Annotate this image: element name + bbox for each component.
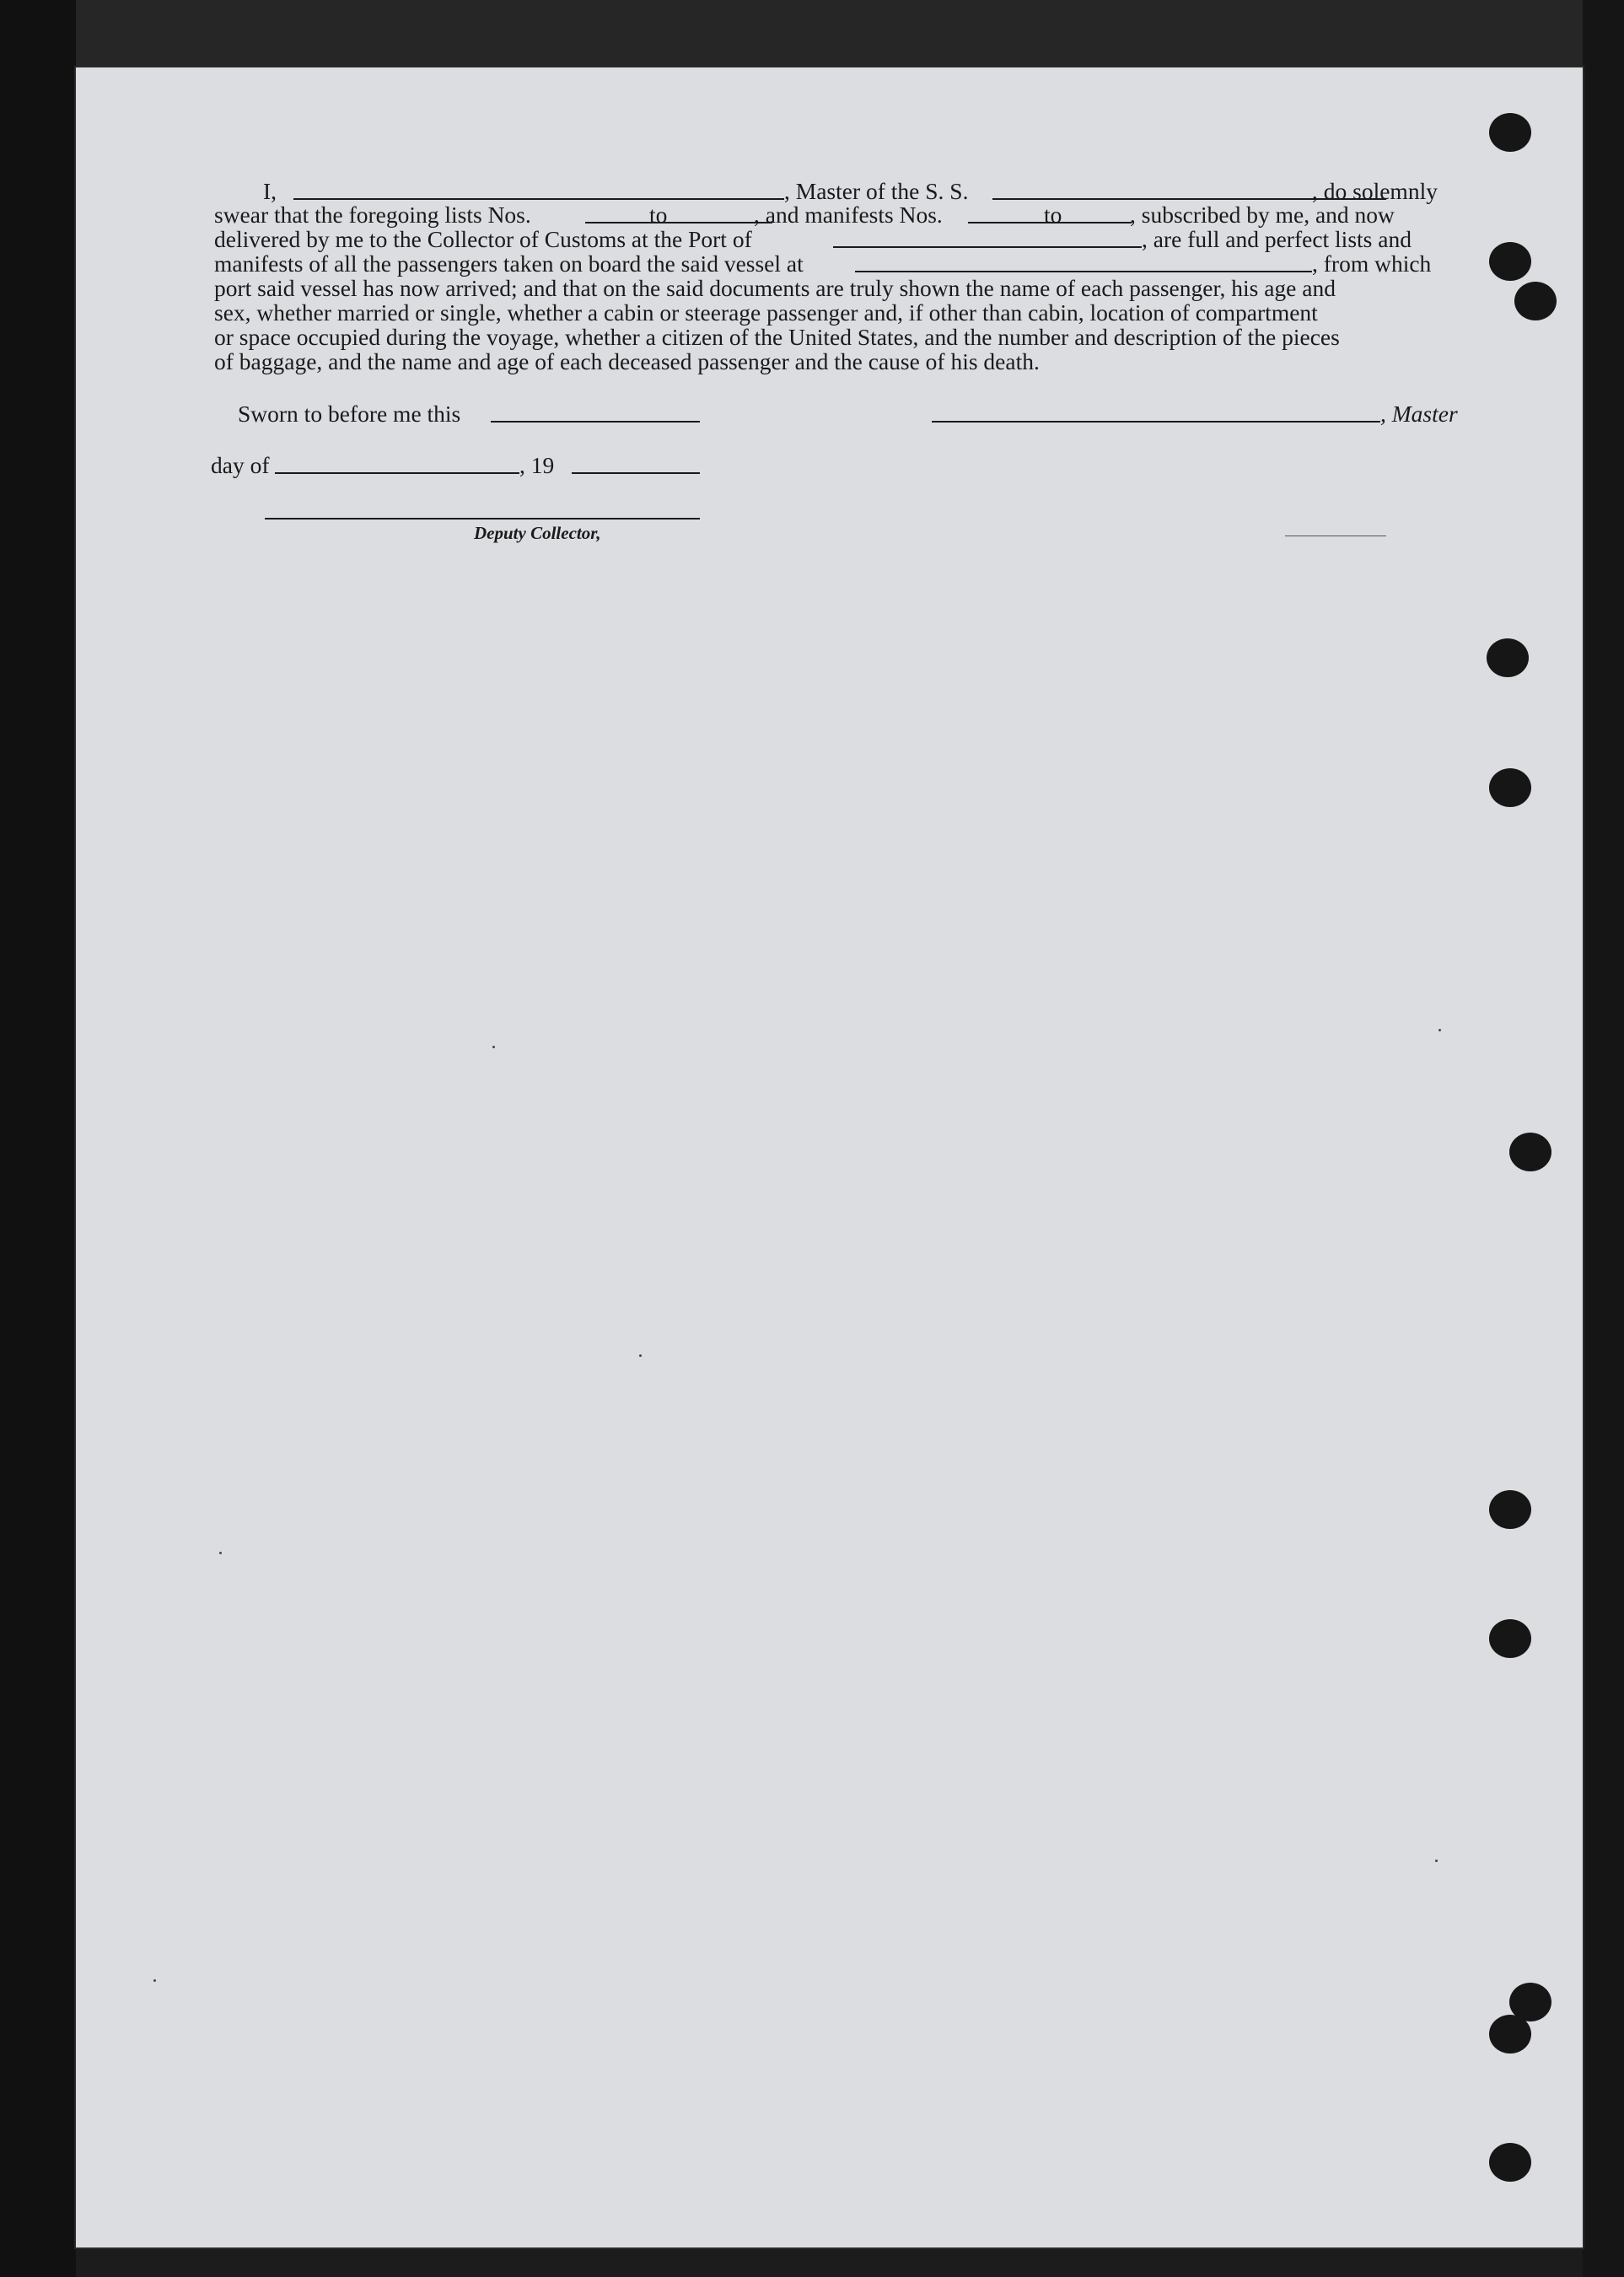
oath-line1-end: , do solemnly <box>1312 178 1438 204</box>
deputy-signature-field[interactable] <box>265 518 700 519</box>
oath-line3-start: delivered by me to the Collector of Customs at the Port of <box>214 226 752 252</box>
paper-speck <box>1435 1860 1438 1862</box>
oath-line5: port said vessel has now arrived; and that on the said documents are truly shown the name of each passenger, his age and <box>214 275 1336 301</box>
oath-line2-mid: , and manifests Nos. <box>754 202 943 228</box>
oath-master-of: , Master of the S. S. <box>784 178 969 204</box>
oath-line2-end: , subscribed by me, and now <box>1130 202 1395 228</box>
punch-hole <box>1509 1133 1551 1171</box>
oath-line8: of baggage, and the name and age of each deceased passenger and the cause of his death. <box>214 348 1040 374</box>
oath-to-2: to <box>1044 202 1062 228</box>
oath-line2-start: swear that the foregoing lists Nos. <box>214 202 531 228</box>
punch-hole <box>1489 2143 1531 2182</box>
paper-speck <box>1438 1029 1441 1031</box>
punch-hole <box>1489 1619 1531 1658</box>
sworn-label: Sworn to before me this <box>238 401 461 427</box>
punch-hole <box>1487 638 1529 677</box>
day-of-label: day of <box>211 452 270 478</box>
punch-hole <box>1489 1490 1531 1529</box>
master-signature-field[interactable] <box>932 421 1380 423</box>
oath-line6: sex, whether married or single, whether a cabin or steerage passenger and, if other than cabin, location of compartment <box>214 299 1318 326</box>
punch-hole <box>1489 113 1531 152</box>
deputy-collector-label: Deputy Collector, <box>474 523 601 543</box>
port-field[interactable] <box>833 246 1142 248</box>
month-field[interactable] <box>275 472 519 474</box>
embark-port-field[interactable] <box>855 271 1312 272</box>
paper-speck <box>492 1046 495 1048</box>
punch-hole <box>1489 2015 1531 2054</box>
master-label: , Master <box>1380 401 1458 427</box>
punch-hole <box>1489 768 1531 807</box>
oath-pronoun: I, <box>263 178 277 204</box>
lists-nos-field[interactable] <box>585 222 772 223</box>
master-name-field[interactable] <box>293 198 784 200</box>
year-prefix: , 19 <box>519 452 555 478</box>
scan-background-left <box>0 0 76 2277</box>
oath-line3-end: , are full and perfect lists and <box>1142 226 1412 252</box>
oath-line7: or space occupied during the voyage, whether a citizen of the United States, and the number and description of the pieces <box>214 324 1340 350</box>
paper-speck <box>639 1354 642 1357</box>
oath-to-1: to <box>649 202 668 228</box>
punch-hole <box>1514 282 1557 320</box>
year-field[interactable] <box>572 472 700 474</box>
paper-speck <box>153 1979 156 1982</box>
document-page <box>76 67 1583 2247</box>
sworn-day-field[interactable] <box>491 421 700 423</box>
paper-speck <box>219 1552 222 1554</box>
oath-line4-end: , from which <box>1312 250 1432 277</box>
punch-hole <box>1489 242 1531 281</box>
scan-background-top <box>0 0 1624 67</box>
oath-line4-start: manifests of all the passengers taken on board the said vessel at <box>214 250 804 277</box>
scan-background-right <box>1583 0 1624 2277</box>
